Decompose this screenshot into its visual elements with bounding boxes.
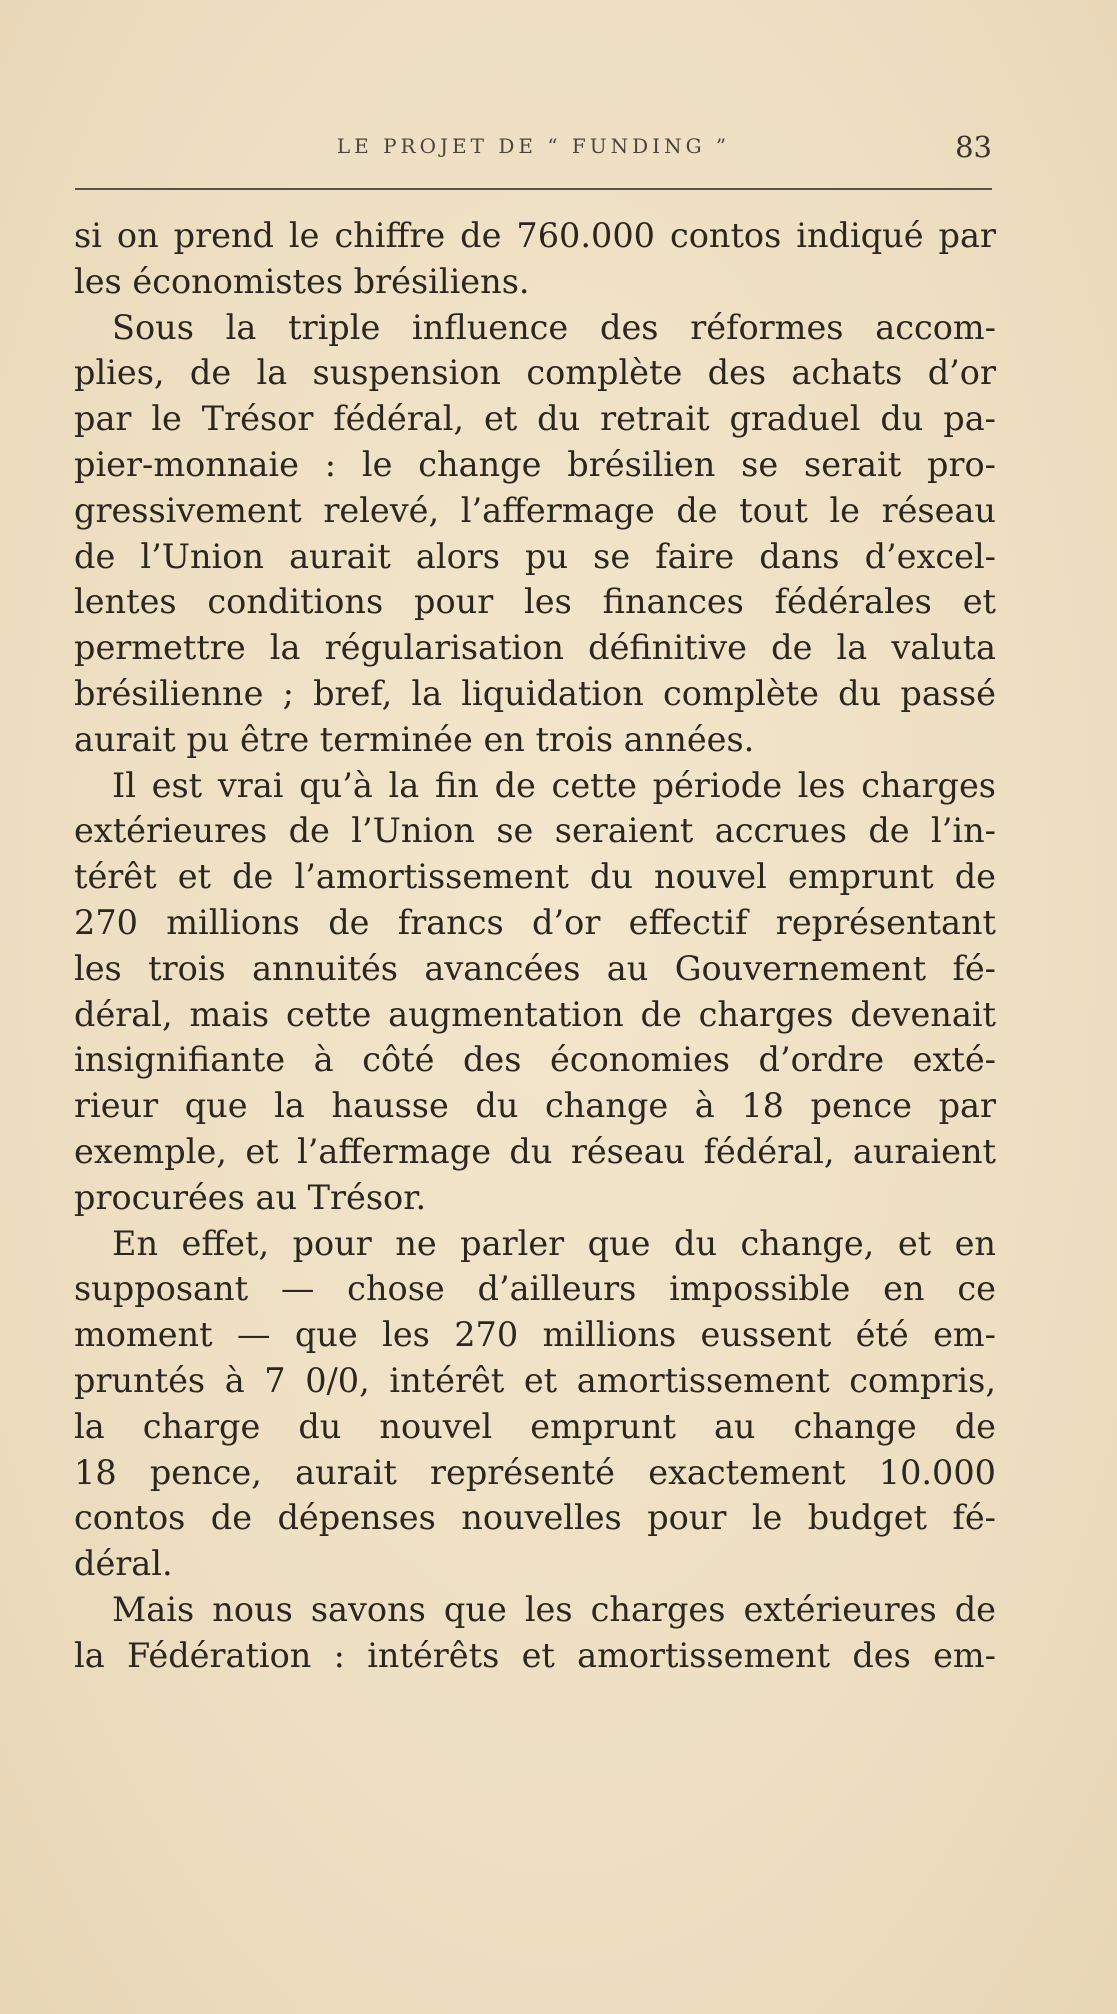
text-line: insignifiante à côté des économies d’ordre exté-: [74, 1040, 996, 1080]
paragraph-4: [74, 1221, 996, 1587]
text-line: les économistes brésiliens.: [74, 261, 530, 301]
running-title: LE PROJET DE “ FUNDING ”: [336, 134, 731, 158]
text-line: permettre la régularisation définitive de la valuta: [74, 628, 996, 668]
text-line: pruntés à 7 0/0, intérêt et amortissement compris,: [74, 1360, 996, 1400]
text-line: En effet, pour ne parler que du change, et en: [112, 1223, 996, 1263]
text-line: rieur que la hausse du change à 18 pence par: [74, 1086, 996, 1126]
paragraph-2: [74, 305, 996, 763]
text-line: contos de dépenses nouvelles pour le budget fé-: [74, 1498, 996, 1538]
paragraph-5: [74, 1587, 996, 1679]
text-line: les trois annuités avancées au Gouvernement fé-: [74, 948, 996, 988]
text-line: Mais nous savons que les charges extérieures de: [112, 1589, 996, 1629]
text-line: déral.: [74, 1544, 173, 1584]
text-line: par le Trésor fédéral, et du retrait graduel du pa-: [74, 399, 996, 439]
text-line: térêt et de l’amortissement du nouvel emprunt de: [74, 857, 996, 897]
text-line: moment — que les 270 millions eussent été em-: [74, 1315, 996, 1355]
text-line: pier-monnaie : le change brésilien se serait pro-: [74, 444, 996, 484]
text-line: aurait pu être terminée en trois années.: [74, 719, 755, 759]
header-rule: [75, 188, 992, 190]
text-line: 270 millions de francs d’or effectif représentant: [74, 902, 996, 942]
text-line: supposant — chose d’ailleurs impossible en ce: [74, 1269, 996, 1309]
text-line: 18 pence, aurait représenté exactement 10.000: [74, 1452, 996, 1492]
text-line: si on prend le chiffre de 760.000 contos indiqué par: [74, 216, 996, 255]
text-line: gressivement relevé, l’affermage de tout le réseau: [74, 490, 996, 530]
text-line: exemple, et l’affermage du réseau fédéral, auraient: [74, 1131, 996, 1171]
body-text: [74, 213, 996, 1679]
running-head: [75, 130, 992, 170]
text-line: extérieures de l’Union se seraient accrues de l’in-: [74, 811, 996, 851]
paragraph-3: [74, 763, 996, 1221]
text-line: de l’Union aurait alors pu se faire dans d’excel-: [74, 536, 996, 576]
text-line: plies, de la suspension complète des achats d’or: [74, 353, 996, 393]
text-line: la Fédération : intérêts et amortissement des em-: [74, 1635, 996, 1675]
text-line: Il est vrai qu’à la fin de cette période les charges: [112, 765, 996, 805]
text-line: la charge du nouvel emprunt au change de: [74, 1406, 996, 1446]
text-line: procurées au Trésor.: [74, 1177, 427, 1217]
text-line: lentes conditions pour les finances fédérales et: [74, 582, 996, 622]
paragraph-1: [74, 213, 996, 305]
text-line: Sous la triple influence des réformes accom-: [112, 307, 996, 347]
text-line: brésilienne ; bref, la liquidation complète du passé: [74, 673, 996, 713]
text-line: déral, mais cette augmentation de charges devenait: [74, 994, 996, 1034]
page-number: 83: [955, 130, 992, 164]
